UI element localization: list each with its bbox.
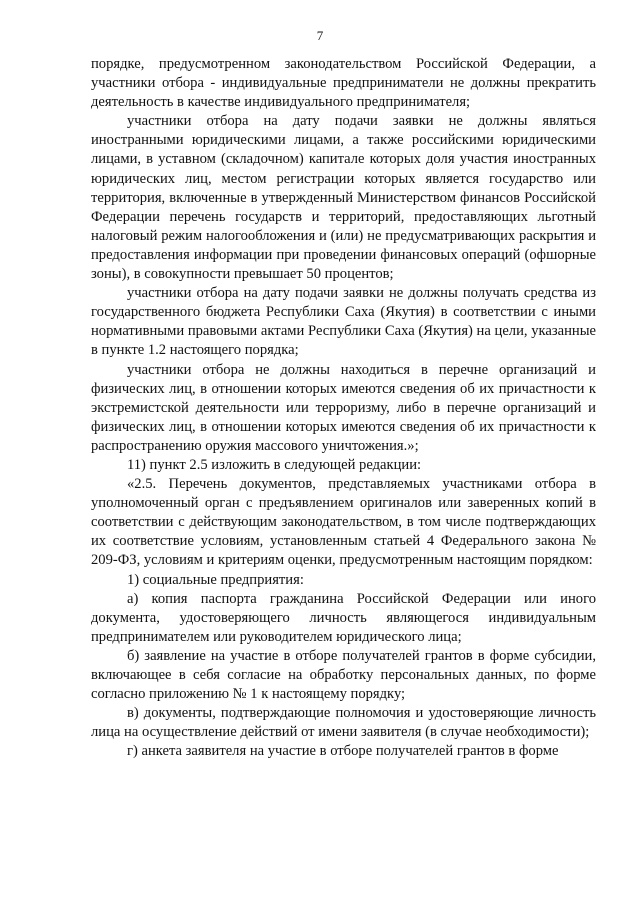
paragraph: участники отбора не должны находиться в перечне организаций и физических лиц, в отношении которых имеются сведения об их причастности к экстремистской деятельности или терроризму, либо в перечне организаций и физических лиц, в отношении которых имеются сведения об их причастности к распространению оружия массового уничтожения.»;	[91, 361, 596, 454]
paragraph: участники отбора на дату подачи заявки не должны получать средства из государственного бюджета Республики Саха (Якутия) в соответствии с иными нормативными правовыми актами Республики Саха (Якутия) на цели, указанные в пункте 1.2 настоящего порядка;	[91, 285, 596, 359]
document-body	[91, 55, 596, 761]
paragraph: б) заявление на участие в отборе получателей грантов в форме субсидии, включающее в себя согласие на обработку персональных данных, по форме согласно приложению № 1 к настоящему порядку;	[91, 647, 596, 703]
page-number: 7	[316, 28, 324, 43]
paragraph: г) анкета заявителя на участие в отборе получателей грантов в форме	[127, 743, 559, 760]
paragraph: а) копия паспорта гражданина Российской Федерации или иного документа, удостоверяющего личность являющегося индивидуальным предпринимателем или руководителем юридического лица;	[91, 590, 596, 645]
paragraph: 1) социальные предприятия:	[127, 571, 304, 588]
paragraph: «2.5. Перечень документов, представляемых участниками отбора в уполномоченный орган с предъявлением оригиналов или заверенных копий в соответствии с действующим законодательством, в том числе подтверждающих их соответствие условиям, установленным статьей 4 Федерального закона № 209-ФЗ, условиям и критериям оценки, предусмотренным настоящим порядком:	[91, 476, 596, 569]
paragraph: 11) пункт 2.5 изложить в следующей редакции:	[127, 456, 422, 473]
paragraph: участники отбора на дату подачи заявки не должны являться иностранными юридическими лицами, а также российскими юридическими лицами, в уставном (складочном) капитале которых доля участия иностранных юридических лиц, местом регистрации которых является государство или территория, включенные в утвержденный Министерством финансов Российской Федерации перечень государств и территорий, предоставляющих льготный налоговый режим налогообложения и (или) не предусматривающих раскрытия и предоставления информации при проведении финансовых операций (офшорные зоны), в совокупности превышает 50 процентов;	[91, 113, 596, 283]
paragraph: порядке, предусмотренном законодательством Российской Федерации, а участники отбора - индивидуальные предприниматели не должны прекратить деятельность в качестве индивидуального предпринимателя;	[91, 56, 596, 111]
paragraph: в) документы, подтверждающие полномочия и удостоверяющие личность лица на осуществление действий от имени заявителя (в случае необходимости);	[91, 705, 596, 741]
